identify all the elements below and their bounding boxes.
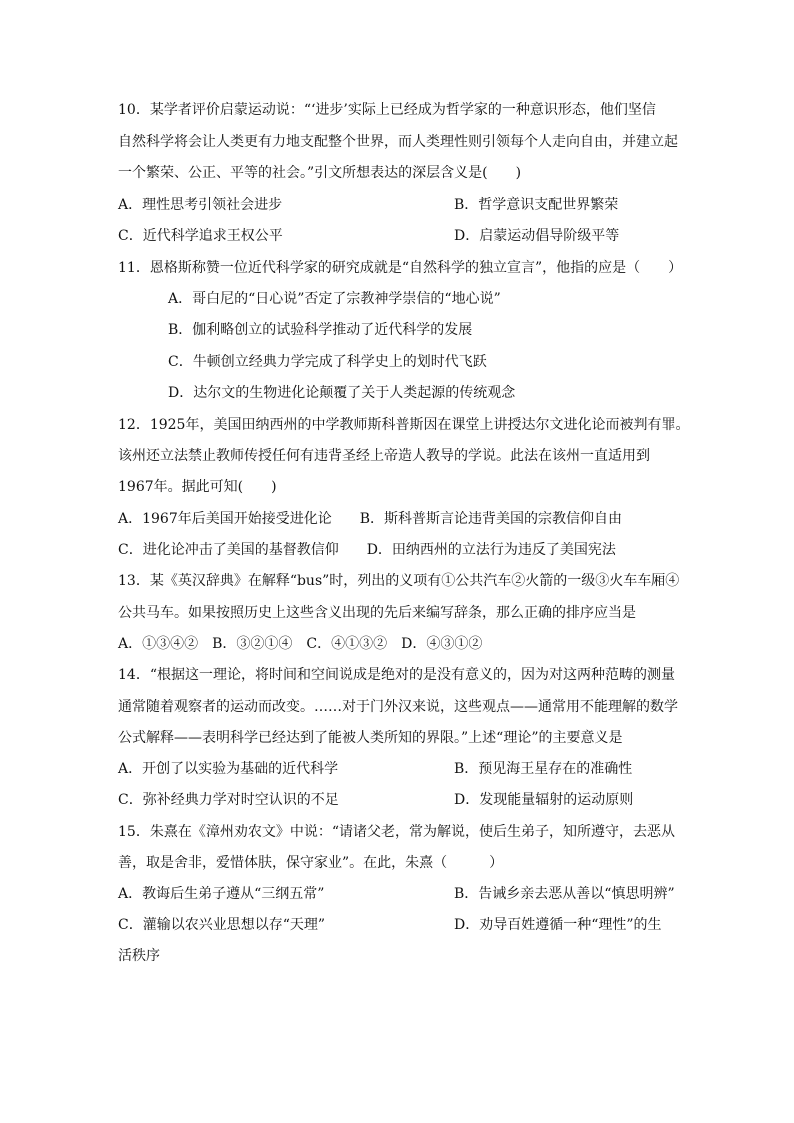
q11-option-d: D．达尔文的生物进化论颠覆了关于人类起源的传统观念 xyxy=(168,385,516,401)
q10-option-d: D．启蒙运动倡导阶级平等 xyxy=(454,228,620,244)
q15-option-c: C．灌输以农兴业思想以存“天理” xyxy=(118,917,326,933)
q10-option-c: C．近代科学追求王权公平 xyxy=(118,228,283,244)
q14-stem-line-3: 公式解释——表明科学已经达到了能被人类所知的界限。”上述“理论”的主要意义是 xyxy=(118,730,623,746)
q15-option-a: A．教诲后生弟子遵从“三纲五常” xyxy=(118,886,325,902)
q12-options-cd: C．进化论冲击了美国的基督教信仰 D．田纳西州的立法行为违反了美国宪法 xyxy=(118,542,616,558)
q12-stem-line-2: 该州还立法禁止教师传授任何有违背圣经上帝造人教导的学说。此法在该州一直适用到 xyxy=(118,448,650,464)
q10-stem-line-1: 10．某学者评价启蒙运动说：“‘进步’实际上已经成为哲学家的一种意识形态，他们坚信 xyxy=(118,102,656,118)
q11-option-b: B．伽利略创立的试验科学推动了近代科学的发展 xyxy=(168,322,473,338)
q13-options: A．①③④② B．③②①④ C．④①③② D．④③①② xyxy=(118,636,483,652)
q14-stem-line-2: 通常随着观察者的运动而改变。……对于门外汉来说，这些观点——通常用不能理解的数学 xyxy=(118,699,678,715)
q12-stem-line-1: 12．1925年，美国田纳西州的中学教师斯科普斯因在课堂上讲授达尔文进化论而被判有罪。 xyxy=(118,417,690,433)
q12-stem-line-3: 1967年。据此可知( ) xyxy=(118,479,277,495)
q12-options-ab: A．1967年后美国开始接受进化论 B．斯科普斯言论违背美国的宗教信仰自由 xyxy=(118,511,623,527)
q14-option-d: D．发现能量辐射的运动原则 xyxy=(454,792,634,808)
q10-option-b: B．哲学意识支配世界繁荣 xyxy=(454,197,619,213)
q14-option-a: A．开创了以实验为基础的近代科学 xyxy=(118,761,339,777)
q15-option-d: D．劝导百姓遵循一种“理性”的生 xyxy=(454,917,662,933)
q15-stem-line-2: 善，取是舍非，爱惜体肤，保守家业”。在此，朱熹（ ） xyxy=(118,855,504,871)
q11-option-c: C．牛顿创立经典力学完成了科学史上的划时代飞跃 xyxy=(168,354,487,370)
q14-option-c: C．弥补经典力学对时空认识的不足 xyxy=(118,792,339,808)
q15-stem-line-1: 15．朱熹在《漳州劝农文》中说：“请诸父老，常为解说，使后生弟子，知所遵守，去恶从 xyxy=(118,824,675,840)
q10-stem-line-2: 自然科学将会让人类更有力地支配整个世界，而人类理性则引领每个人走向自由，并建立起 xyxy=(118,134,678,150)
q13-stem-line-2: 公共马车。如果按照历史上这些含义出现的先后来编写辞条，那么正确的排序应当是 xyxy=(118,605,636,621)
q14-option-b: B．预见海王星存在的准确性 xyxy=(454,761,633,777)
q11-option-a: A．哥白尼的“日心说”否定了宗教神学崇信的“地心说” xyxy=(168,291,501,307)
q14-stem-line-1: 14．“根据这一理论，将时间和空间说成是绝对的是没有意义的，因为对这两种范畴的测量 xyxy=(118,667,675,683)
q10-stem-line-3: 一个繁荣、公正、平等的社会。”引文所想表达的深层含义是( ) xyxy=(118,165,522,181)
q15-option-d-continuation: 活秩序 xyxy=(118,948,160,964)
q15-option-b: B．告诫乡亲去恶从善以“慎思明辨” xyxy=(454,886,675,902)
q13-stem-line-1: 13．某《英汉辞典》在解释“bus”时，列出的义项有①公共汽车②火箭的一级③火车车厢④ xyxy=(118,573,680,589)
q11-stem: 11．恩格斯称赞一位近代科学家的研究成就是“自然科学的独立宣言”，他指的应是（ ） xyxy=(118,260,683,276)
q10-option-a: A．理性思考引领社会进步 xyxy=(118,197,283,213)
